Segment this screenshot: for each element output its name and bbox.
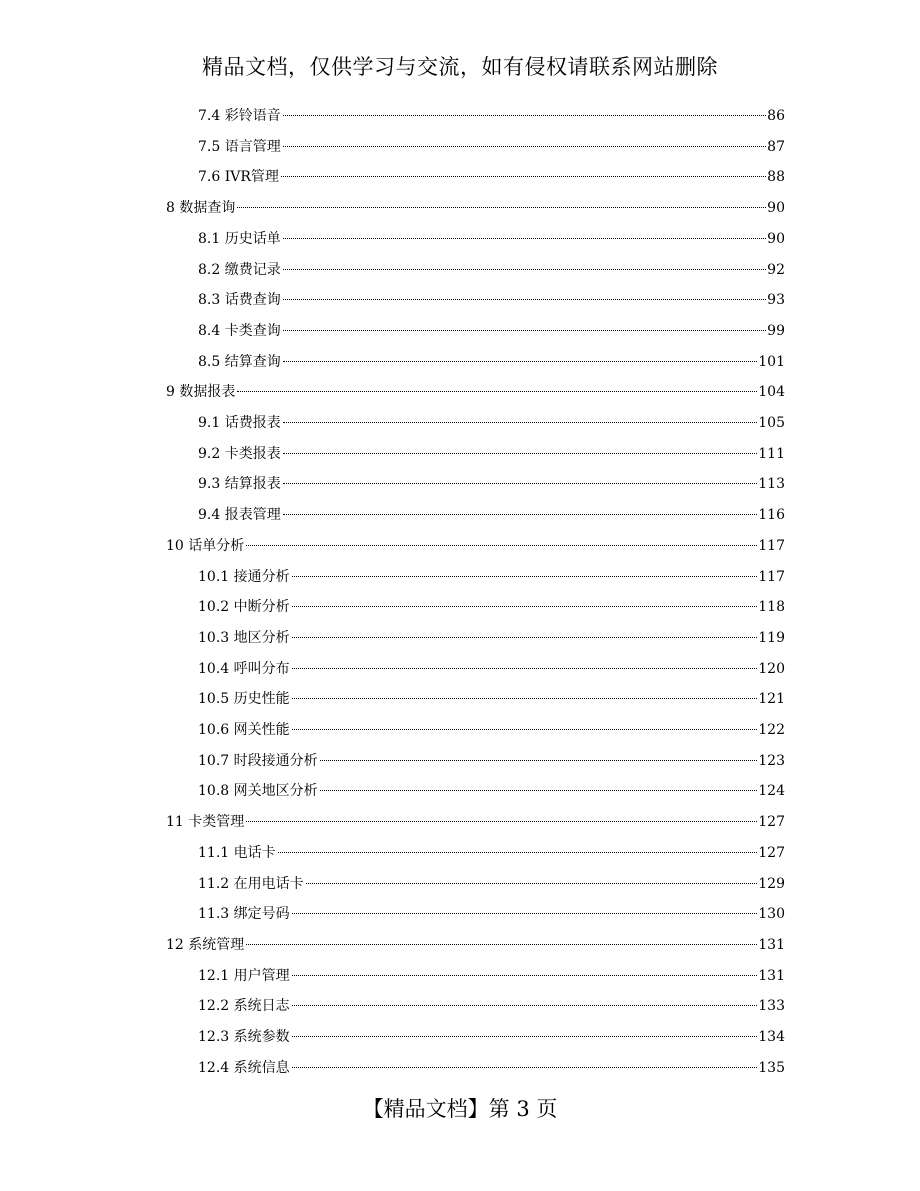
- toc-dot-leader: [237, 207, 766, 208]
- toc-dot-leader: [283, 269, 766, 270]
- toc-dot-leader: [292, 576, 758, 577]
- toc-page-number: 131: [758, 967, 785, 984]
- toc-section-entry[interactable]: [198, 596, 785, 618]
- toc-entry-title: 10 话单分析: [166, 537, 245, 554]
- toc-section-entry[interactable]: [198, 473, 785, 495]
- toc-section-entry[interactable]: [198, 289, 785, 311]
- toc-dot-leader: [292, 975, 758, 976]
- toc-section-entry[interactable]: [198, 566, 785, 588]
- toc-dot-leader: [292, 1036, 758, 1037]
- toc-dot-leader: [292, 698, 758, 699]
- toc-entry-title: 11.1 电话卡: [198, 844, 276, 861]
- toc-entry-title: 12.1 用户管理: [198, 967, 290, 984]
- toc-entry-title: 8.4 卡类查询: [198, 322, 281, 339]
- toc-entry-title: 9.2 卡类报表: [198, 445, 281, 462]
- toc-section-entry[interactable]: [198, 627, 785, 649]
- toc-dot-leader: [292, 637, 758, 638]
- toc-dot-leader: [246, 944, 757, 945]
- toc-section-entry[interactable]: [198, 965, 785, 987]
- toc-page-number: 121: [758, 691, 785, 708]
- toc-page-number: 113: [758, 476, 785, 493]
- toc-dot-leader: [283, 483, 758, 484]
- toc-page-number: 130: [758, 906, 785, 923]
- toc-chapter-entry[interactable]: [166, 381, 785, 403]
- toc-entry-title: 8.2 缴费记录: [198, 261, 281, 278]
- toc-section-entry[interactable]: [198, 719, 785, 741]
- toc-page-number: 87: [767, 138, 785, 155]
- toc-section-entry[interactable]: [198, 166, 785, 188]
- toc-dot-leader: [283, 330, 766, 331]
- toc-dot-leader: [320, 760, 758, 761]
- toc-chapter-entry[interactable]: [166, 535, 785, 557]
- toc-section-entry[interactable]: [198, 259, 785, 281]
- toc-page-number: 99: [767, 322, 785, 339]
- toc-dot-leader: [320, 790, 758, 791]
- toc-section-entry[interactable]: [198, 443, 785, 465]
- toc-entry-title: 10.3 地区分析: [198, 629, 290, 646]
- toc-section-entry[interactable]: [198, 903, 785, 925]
- toc-chapter-entry[interactable]: [166, 811, 785, 833]
- toc-section-entry[interactable]: [198, 1026, 785, 1048]
- toc-entry-title: 10.4 呼叫分布: [198, 660, 290, 677]
- toc-page-number: 135: [758, 1059, 785, 1076]
- toc-page-number: 93: [767, 292, 785, 309]
- toc-chapter-entry[interactable]: [166, 197, 785, 219]
- toc-dot-leader: [292, 1067, 758, 1068]
- toc-section-entry[interactable]: [198, 228, 785, 250]
- toc-section-entry[interactable]: [198, 873, 785, 895]
- toc-page-number: 129: [758, 875, 785, 892]
- toc-entry-title: 10.1 接通分析: [198, 568, 290, 585]
- toc-section-entry[interactable]: [198, 412, 785, 434]
- toc-entry-title: 10.6 网关性能: [198, 722, 290, 738]
- toc-entry-title: 7.6 IVR管理: [198, 169, 279, 186]
- toc-section-entry[interactable]: [198, 504, 785, 526]
- toc-dot-leader: [283, 238, 766, 239]
- toc-page-number: 119: [758, 629, 785, 646]
- toc-entry-title: 8.3 话费查询: [198, 292, 281, 309]
- toc-entry-title: 10.2 中断分析: [198, 599, 290, 616]
- toc-dot-leader: [283, 422, 758, 423]
- toc-dot-leader: [283, 115, 766, 116]
- page-footer: 【精品文档】第 3 页: [362, 1097, 558, 1121]
- toc-dot-leader: [283, 146, 766, 147]
- toc-dot-leader: [283, 514, 758, 515]
- toc-page-number: 90: [767, 200, 785, 217]
- toc-dot-leader: [292, 729, 758, 730]
- toc-section-entry[interactable]: [198, 320, 785, 342]
- toc-page-number: 118: [758, 599, 785, 616]
- toc-dot-leader: [292, 606, 758, 607]
- toc-dot-leader: [306, 883, 758, 884]
- toc-page-number: 127: [758, 814, 785, 831]
- toc-entry-title: 8.1 历史话单: [198, 230, 281, 247]
- toc-page-number: 90: [767, 230, 785, 247]
- toc-entry-title: 11.2 在用电话卡: [198, 875, 304, 892]
- toc-entry-title: 7.4 彩铃语音: [198, 108, 281, 124]
- toc-section-entry[interactable]: [198, 780, 785, 802]
- toc-section-entry[interactable]: [198, 995, 785, 1017]
- toc-dot-leader: [246, 545, 757, 546]
- toc-dot-leader: [283, 453, 758, 454]
- page-header: 精品文档，仅供学习与交流，如有侵权请联系网站删除: [202, 55, 718, 79]
- toc-entry-title: 9.1 话费报表: [198, 415, 281, 431]
- toc-entry-title: 10.8 网关地区分析: [198, 783, 318, 800]
- toc-entry-title: 12.4 系统信息: [198, 1059, 290, 1076]
- toc-page-number: 86: [767, 108, 785, 124]
- toc-page-number: 111: [758, 445, 785, 462]
- toc-section-entry[interactable]: [198, 136, 785, 158]
- toc-entry-title: 9 数据报表: [166, 384, 236, 401]
- toc-section-entry[interactable]: [198, 750, 785, 772]
- toc-dot-leader: [292, 913, 758, 914]
- toc-page-number: 105: [758, 415, 785, 431]
- toc-entry-title: 11.3 绑定号码: [198, 906, 290, 923]
- toc-entry-title: 12 系统管理: [166, 936, 245, 953]
- toc-entry-title: 10.5 历史性能: [198, 691, 290, 708]
- toc-section-entry[interactable]: [198, 842, 785, 864]
- toc-page-number: 123: [758, 752, 785, 769]
- toc-page-number: 116: [758, 507, 785, 524]
- toc-dot-leader: [281, 176, 766, 177]
- toc-page-number: 131: [758, 936, 785, 953]
- toc-page-number: 92: [767, 261, 785, 278]
- toc-page-number: 134: [758, 1029, 785, 1045]
- toc-page-number: 101: [758, 353, 785, 370]
- toc-page-number: 124: [758, 783, 785, 800]
- toc-section-entry[interactable]: [198, 1057, 785, 1079]
- toc-page-number: 88: [767, 169, 785, 186]
- toc-section-entry[interactable]: [198, 658, 785, 680]
- toc-entry-title: 10.7 时段接通分析: [198, 752, 318, 769]
- toc-page-number: 117: [758, 568, 785, 585]
- toc-section-entry[interactable]: [198, 688, 785, 710]
- toc-page-number: 120: [758, 660, 785, 677]
- toc-entry-title: 7.5 语言管理: [198, 138, 281, 155]
- toc-page-number: 127: [758, 844, 785, 861]
- toc-dot-leader: [278, 852, 758, 853]
- toc-entry-title: 8.5 结算查询: [198, 353, 281, 370]
- toc-page-number: 104: [758, 384, 785, 401]
- toc-entry-title: 12.3 系统参数: [198, 1029, 290, 1045]
- toc-entry-title: 11 卡类管理: [166, 814, 245, 831]
- toc-dot-leader: [283, 361, 758, 362]
- toc-page-number: 122: [758, 722, 785, 738]
- toc-dot-leader: [292, 668, 758, 669]
- toc-entry-title: 8 数据查询: [166, 200, 236, 217]
- toc-dot-leader: [283, 299, 766, 300]
- toc-dot-leader: [292, 1005, 758, 1006]
- toc-dot-leader: [237, 391, 757, 392]
- toc-section-entry[interactable]: [198, 351, 785, 373]
- toc-dot-leader: [246, 821, 757, 822]
- toc-section-entry[interactable]: [198, 105, 785, 127]
- toc-chapter-entry[interactable]: [166, 934, 785, 956]
- toc-page-number: 133: [758, 998, 785, 1015]
- toc-entry-title: 9.4 报表管理: [198, 507, 281, 524]
- toc-entry-title: 12.2 系统日志: [198, 998, 290, 1015]
- toc-page-number: 117: [758, 537, 785, 554]
- toc-entry-title: 9.3 结算报表: [198, 476, 281, 493]
